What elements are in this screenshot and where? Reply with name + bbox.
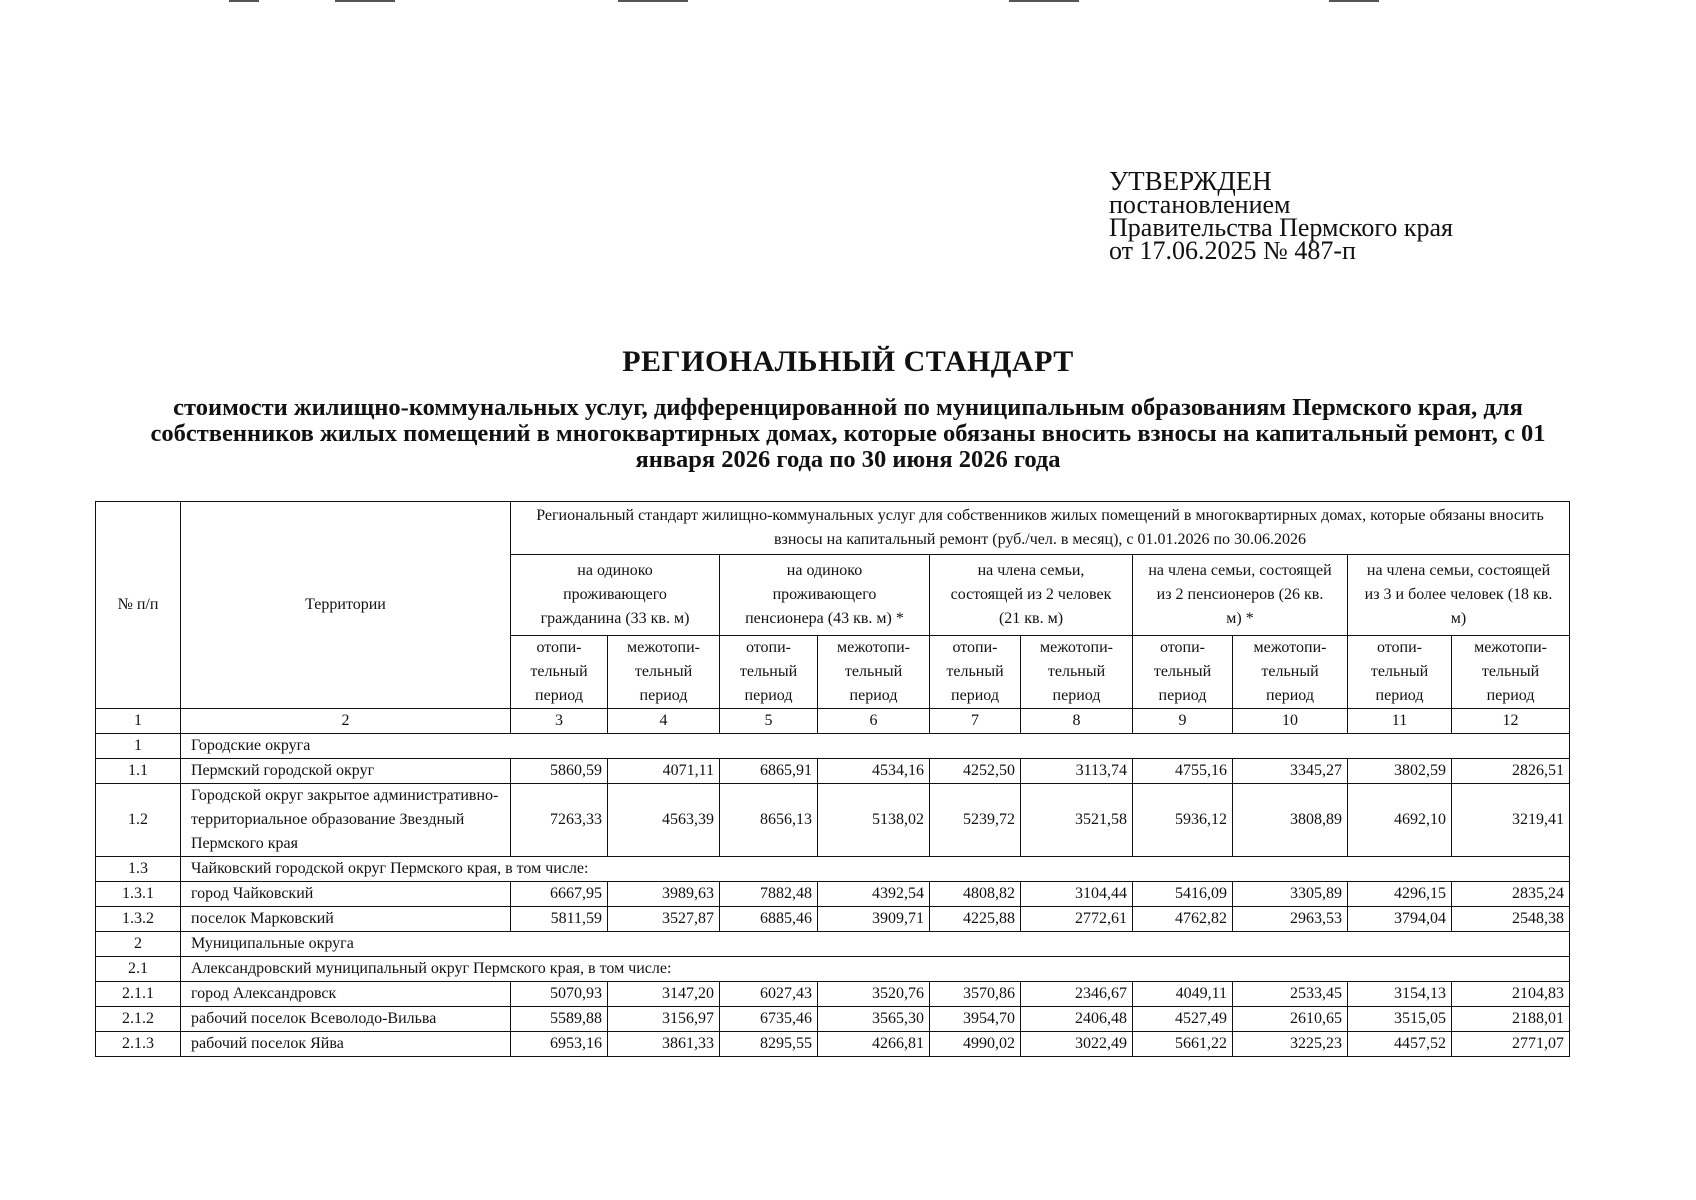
value-cell: 2772,61 <box>1021 907 1133 932</box>
column-number: 6 <box>818 709 930 734</box>
value-cell: 3954,70 <box>930 1007 1021 1032</box>
value-cell: 3225,23 <box>1233 1032 1348 1057</box>
value-cell: 3305,89 <box>1233 882 1348 907</box>
value-cell: 3794,04 <box>1348 907 1452 932</box>
value-cell: 4071,11 <box>608 759 720 784</box>
value-cell: 4252,50 <box>930 759 1021 784</box>
header-category: на члена семьи, состоящей из 2 пенсионеров (26 кв. м) * <box>1133 555 1348 636</box>
value-cell: 2826,51 <box>1452 759 1570 784</box>
value-cell: 4755,16 <box>1133 759 1233 784</box>
value-cell: 5811,59 <box>511 907 608 932</box>
value-cell: 3147,20 <box>608 982 720 1007</box>
value-cell: 6735,46 <box>720 1007 818 1032</box>
row-territory: рабочий поселок Всеволодо-Вильва <box>181 1007 511 1032</box>
column-number: 2 <box>181 709 511 734</box>
header-category: на одиноко проживающего гражданина (33 кв. м) <box>511 555 720 636</box>
header-territory: Территории <box>181 502 511 709</box>
table-row <box>96 857 1570 882</box>
table-row <box>96 1007 1570 1032</box>
value-cell: 2188,01 <box>1452 1007 1570 1032</box>
header-group-title: Региональный стандарт жилищно-коммунальных услуг для собственников жилых помещений в многоквартирных домах, которые обязаны вносить взносы на капитальный ремонт (руб./чел. в месяц), с 01.01.2026 по 30.06.2026 <box>511 502 1570 555</box>
scan-mark <box>1329 0 1379 2</box>
row-number: 1 <box>96 734 181 759</box>
value-cell: 4534,16 <box>818 759 930 784</box>
value-cell: 5070,93 <box>511 982 608 1007</box>
approval-stamp <box>1109 166 1453 265</box>
value-cell: 8656,13 <box>720 784 818 857</box>
value-cell: 2104,83 <box>1452 982 1570 1007</box>
header-heating-period: отопи- тельный период <box>1348 636 1452 709</box>
value-cell: 4225,88 <box>930 907 1021 932</box>
row-territory: Городские округа <box>181 734 1570 759</box>
table-row <box>96 882 1570 907</box>
approval-line: постановлением <box>1109 190 1291 219</box>
header-number: № п/п <box>96 502 181 709</box>
row-territory: рабочий поселок Яйва <box>181 1032 511 1057</box>
value-cell: 4049,11 <box>1133 982 1233 1007</box>
document-heading <box>80 344 1616 473</box>
header-category: на члена семьи, состоящей из 2 человек (21 кв. м) <box>930 555 1133 636</box>
value-cell: 3104,44 <box>1021 882 1133 907</box>
value-cell: 6027,43 <box>720 982 818 1007</box>
approval-line: УТВЕРЖДЕН <box>1109 166 1272 196</box>
value-cell: 2548,38 <box>1452 907 1570 932</box>
column-number: 4 <box>608 709 720 734</box>
value-cell: 4457,52 <box>1348 1032 1452 1057</box>
table-row <box>96 734 1570 759</box>
value-cell: 3802,59 <box>1348 759 1452 784</box>
value-cell: 3570,86 <box>930 982 1021 1007</box>
column-number: 9 <box>1133 709 1233 734</box>
value-cell: 5589,88 <box>511 1007 608 1032</box>
scan-mark <box>335 0 395 2</box>
value-cell: 3989,63 <box>608 882 720 907</box>
value-cell: 7263,33 <box>511 784 608 857</box>
approval-line: Правительства Пермского края <box>1109 213 1453 242</box>
value-cell: 2835,24 <box>1452 882 1570 907</box>
row-number: 2.1.3 <box>96 1032 181 1057</box>
column-number: 1 <box>96 709 181 734</box>
value-cell: 5416,09 <box>1133 882 1233 907</box>
document-title: РЕГИОНАЛЬНЫЙ СТАНДАРТ <box>622 345 1074 378</box>
value-cell: 2346,67 <box>1021 982 1133 1007</box>
row-number: 2 <box>96 932 181 957</box>
header-category: на члена семьи, состоящей из 3 и более человек (18 кв. м) <box>1348 555 1570 636</box>
value-cell: 4762,82 <box>1133 907 1233 932</box>
header-category: на одиноко проживающего пенсионера (43 кв. м) * <box>720 555 930 636</box>
table-row <box>96 957 1570 982</box>
value-cell: 3022,49 <box>1021 1032 1133 1057</box>
value-cell: 6865,91 <box>720 759 818 784</box>
row-number: 2.1 <box>96 957 181 982</box>
value-cell: 3113,74 <box>1021 759 1133 784</box>
row-territory: Городской округ закрытое административно-территориальное образование Звездный Пермского края <box>181 784 511 857</box>
header-nonheating-period: межотопи- тельный период <box>1233 636 1348 709</box>
header-nonheating-period: межотопи- тельный период <box>608 636 720 709</box>
row-territory: Муниципальные округа <box>181 932 1570 957</box>
value-cell: 6667,95 <box>511 882 608 907</box>
header-heating-period: отопи- тельный период <box>930 636 1021 709</box>
row-territory: Александровский муниципальный округ Пермского края, в том числе: <box>181 957 1570 982</box>
header-heating-period: отопи- тельный период <box>511 636 608 709</box>
value-cell: 5661,22 <box>1133 1032 1233 1057</box>
column-number: 11 <box>1348 709 1452 734</box>
row-number: 2.1.1 <box>96 982 181 1007</box>
value-cell: 4392,54 <box>818 882 930 907</box>
value-cell: 4808,82 <box>930 882 1021 907</box>
row-number: 1.2 <box>96 784 181 857</box>
header-nonheating-period: межотопи- тельный период <box>1021 636 1133 709</box>
row-number: 1.3.2 <box>96 907 181 932</box>
value-cell: 3520,76 <box>818 982 930 1007</box>
header-heating-period: отопи- тельный период <box>720 636 818 709</box>
approval-line: от 17.06.2025 № 487-п <box>1109 236 1356 265</box>
column-number: 12 <box>1452 709 1570 734</box>
row-number: 2.1.2 <box>96 1007 181 1032</box>
row-number: 1.1 <box>96 759 181 784</box>
value-cell: 3808,89 <box>1233 784 1348 857</box>
row-territory: поселок Марковский <box>181 907 511 932</box>
value-cell: 2771,07 <box>1452 1032 1570 1057</box>
document-subtitle: стоимости жилищно-коммунальных услуг, дифференцированной по муниципальным образованиям Пермского края, для собственников жилых помещений в многоквартирных домах, которые обязаны вносить взносы на капитальный ремонт, с 01 января 2026 года по 30 июня 2026 года <box>150 394 1546 473</box>
value-cell: 5936,12 <box>1133 784 1233 857</box>
column-number: 10 <box>1233 709 1348 734</box>
value-cell: 3909,71 <box>818 907 930 932</box>
row-territory: город Александровск <box>181 982 511 1007</box>
value-cell: 3154,13 <box>1348 982 1452 1007</box>
value-cell: 3345,27 <box>1233 759 1348 784</box>
standard-table <box>95 501 1570 1057</box>
value-cell: 6953,16 <box>511 1032 608 1057</box>
table-row <box>96 932 1570 957</box>
header-nonheating-period: межотопи- тельный период <box>1452 636 1570 709</box>
value-cell: 4990,02 <box>930 1032 1021 1057</box>
table-row <box>96 982 1570 1007</box>
scan-mark <box>618 0 688 2</box>
value-cell: 2406,48 <box>1021 1007 1133 1032</box>
value-cell: 3521,58 <box>1021 784 1133 857</box>
value-cell: 3565,30 <box>818 1007 930 1032</box>
table-row <box>96 759 1570 784</box>
value-cell: 4296,15 <box>1348 882 1452 907</box>
table-row <box>96 784 1570 857</box>
table-row <box>96 907 1570 932</box>
row-territory: Пермский городской округ <box>181 759 511 784</box>
value-cell: 3861,33 <box>608 1032 720 1057</box>
row-territory: город Чайковский <box>181 882 511 907</box>
value-cell: 6885,46 <box>720 907 818 932</box>
row-number: 1.3 <box>96 857 181 882</box>
scan-mark <box>229 0 259 2</box>
row-number: 1.3.1 <box>96 882 181 907</box>
value-cell: 4692,10 <box>1348 784 1452 857</box>
value-cell: 2533,45 <box>1233 982 1348 1007</box>
value-cell: 5239,72 <box>930 784 1021 857</box>
column-number: 3 <box>511 709 608 734</box>
value-cell: 5138,02 <box>818 784 930 857</box>
scan-mark <box>1009 0 1079 2</box>
value-cell: 2610,65 <box>1233 1007 1348 1032</box>
header-nonheating-period: межотопи- тельный период <box>818 636 930 709</box>
value-cell: 5860,59 <box>511 759 608 784</box>
value-cell: 4527,49 <box>1133 1007 1233 1032</box>
column-number: 5 <box>720 709 818 734</box>
value-cell: 3156,97 <box>608 1007 720 1032</box>
value-cell: 3219,41 <box>1452 784 1570 857</box>
value-cell: 7882,48 <box>720 882 818 907</box>
value-cell: 4563,39 <box>608 784 720 857</box>
header-heating-period: отопи- тельный период <box>1133 636 1233 709</box>
value-cell: 3527,87 <box>608 907 720 932</box>
value-cell: 4266,81 <box>818 1032 930 1057</box>
table-row <box>96 1032 1570 1057</box>
value-cell: 8295,55 <box>720 1032 818 1057</box>
value-cell: 3515,05 <box>1348 1007 1452 1032</box>
column-number: 8 <box>1021 709 1133 734</box>
row-territory: Чайковский городской округ Пермского края, в том числе: <box>181 857 1570 882</box>
column-number: 7 <box>930 709 1021 734</box>
value-cell: 2963,53 <box>1233 907 1348 932</box>
